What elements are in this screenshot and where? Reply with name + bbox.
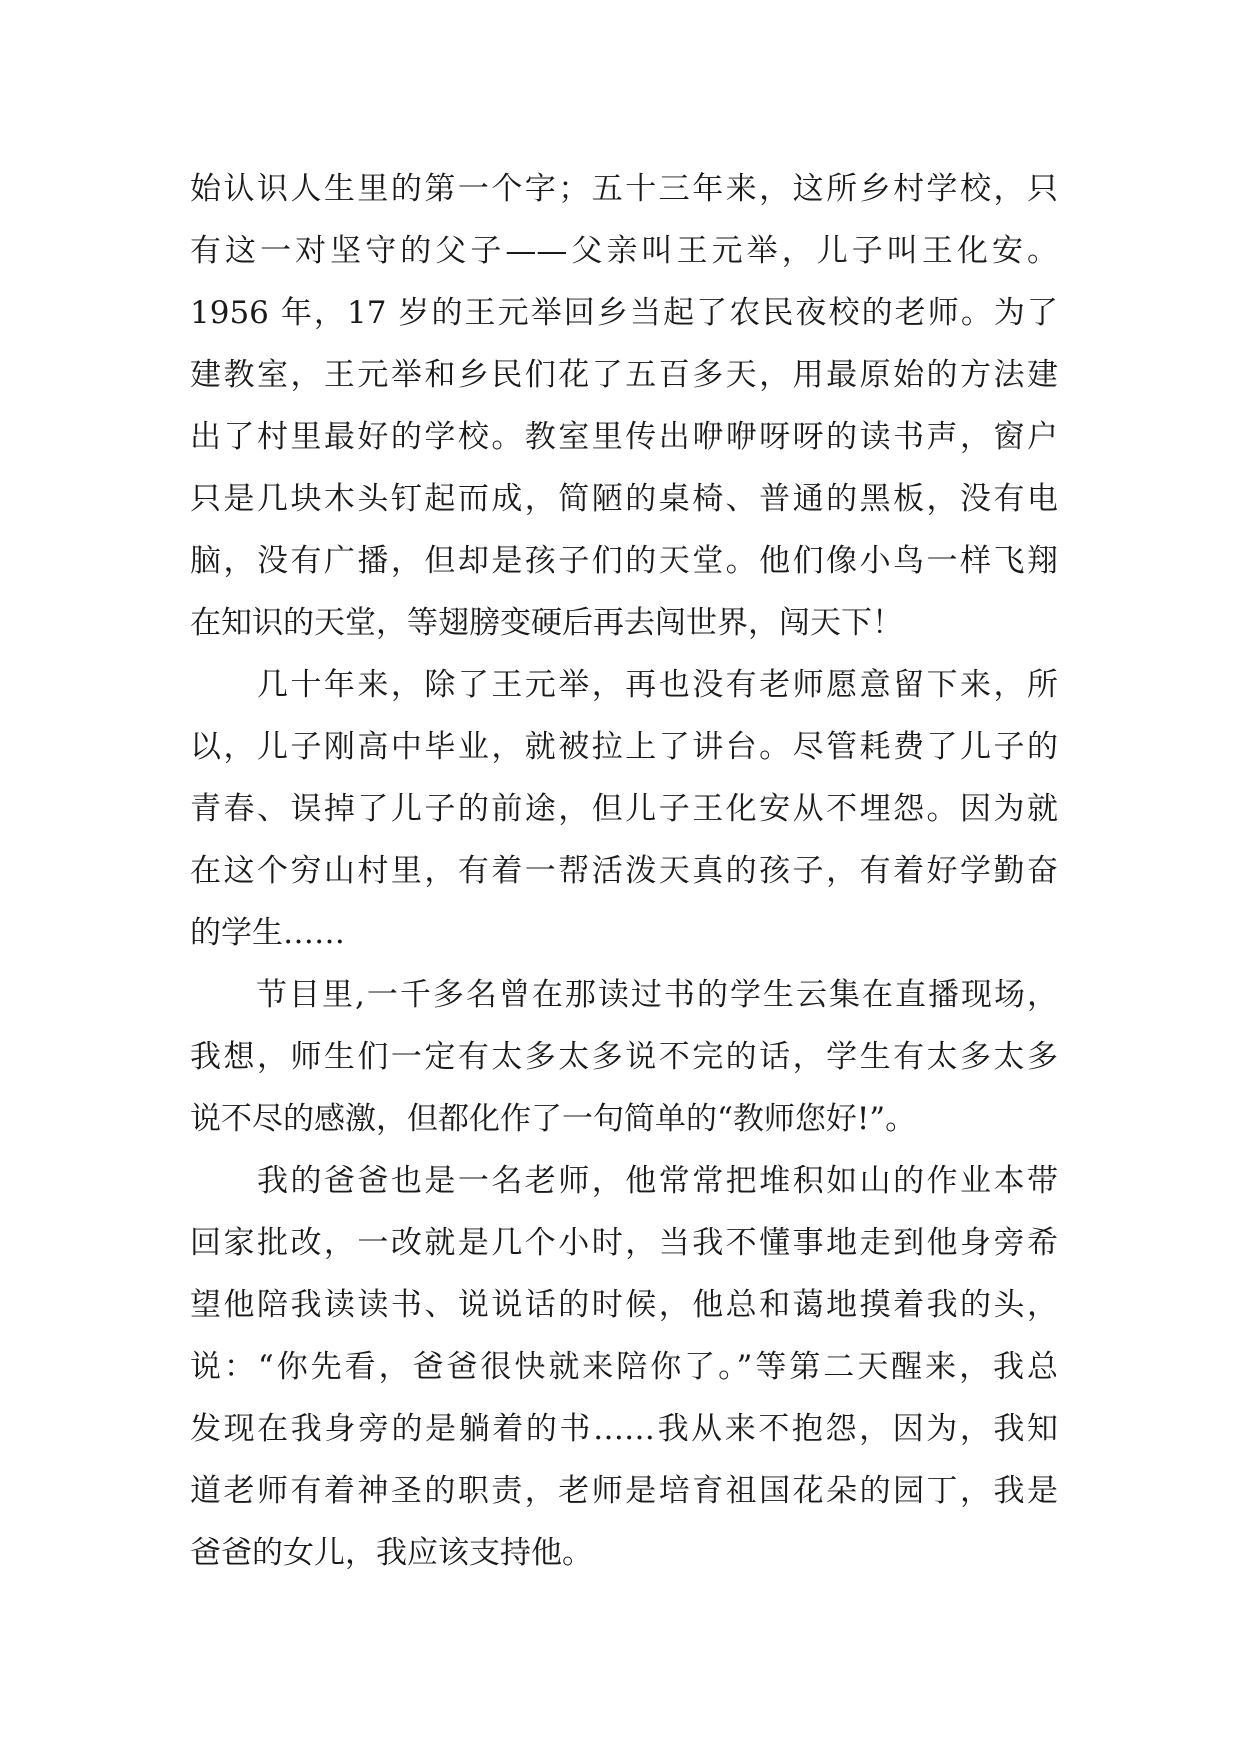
text-line: 道老师有着神圣的职责，老师是培育祖国花朵的园丁，我是 (190, 1473, 1058, 1509)
paragraph-1 (190, 158, 1058, 654)
body-text (190, 158, 1058, 1584)
text-line: 出了村里最好的学校。教室里传出咿咿呀呀的读书声，窗户 (190, 419, 1058, 455)
paragraph-4 (190, 1150, 1058, 1584)
paragraph-3 (190, 964, 1058, 1150)
text-line: 始认识人生里的第一个字；五十三年来，这所乡村学校，只 (190, 171, 1058, 207)
text-line: 我想，师生们一定有太多太多说不完的话，学生有太多太多 (190, 1039, 1058, 1075)
text-line: 节目里,一千多名曾在那读过书的学生云集在直播现场， (190, 977, 1058, 1013)
text-line: 有这一对坚守的父子——父亲叫王元举，儿子叫王化安。 (190, 233, 1058, 269)
text-line: 说不尽的感激，但都化作了一句简单的“教师您好!”。 (190, 1101, 917, 1137)
text-line: 望他陪我读读书、说说话的时候，他总和蔼地摸着我的头， (190, 1287, 1058, 1323)
text-line: 在这个穷山村里，有着一帮活泼天真的孩子，有着好学勤奋 (190, 853, 1058, 889)
text-line: 我的爸爸也是一名老师，他常常把堆积如山的作业本带 (190, 1163, 1058, 1199)
paragraph-2 (190, 654, 1058, 964)
text-line: 几十年来，除了王元举，再也没有老师愿意留下来，所 (190, 667, 1058, 703)
text-line: 的学生…… (190, 915, 345, 951)
text-line: 脑，没有广播，但却是孩子们的天堂。他们像小鸟一样飞翔 (190, 543, 1058, 579)
text-line: 发现在我身旁的是躺着的书……我从来不抱怨，因为，我知 (190, 1411, 1058, 1447)
text-line: 建教室，王元举和乡民们花了五百多天，用最原始的方法建 (190, 357, 1058, 393)
text-line: 在知识的天堂，等翅膀变硬后再去闯世界，闯天下！ (190, 605, 903, 641)
text-line: 1956 年，17 岁的王元举回乡当起了农民夜校的老师。为了 (190, 295, 1058, 331)
text-line: 说：“你先看，爸爸很快就来陪你了。”等第二天醒来，我总 (190, 1349, 1058, 1385)
text-line: 爸爸的女儿，我应该支持他。 (190, 1535, 593, 1571)
text-line: 只是几块木头钉起而成，简陋的桌椅、普通的黑板，没有电 (190, 481, 1058, 517)
text-line: 回家批改，一改就是几个小时，当我不懂事地走到他身旁希 (190, 1225, 1058, 1261)
text-line: 青春、误掉了儿子的前途，但儿子王化安从不埋怨。因为就 (190, 791, 1058, 827)
text-line: 以，儿子刚高中毕业，就被拉上了讲台。尽管耗费了儿子的 (190, 729, 1058, 765)
